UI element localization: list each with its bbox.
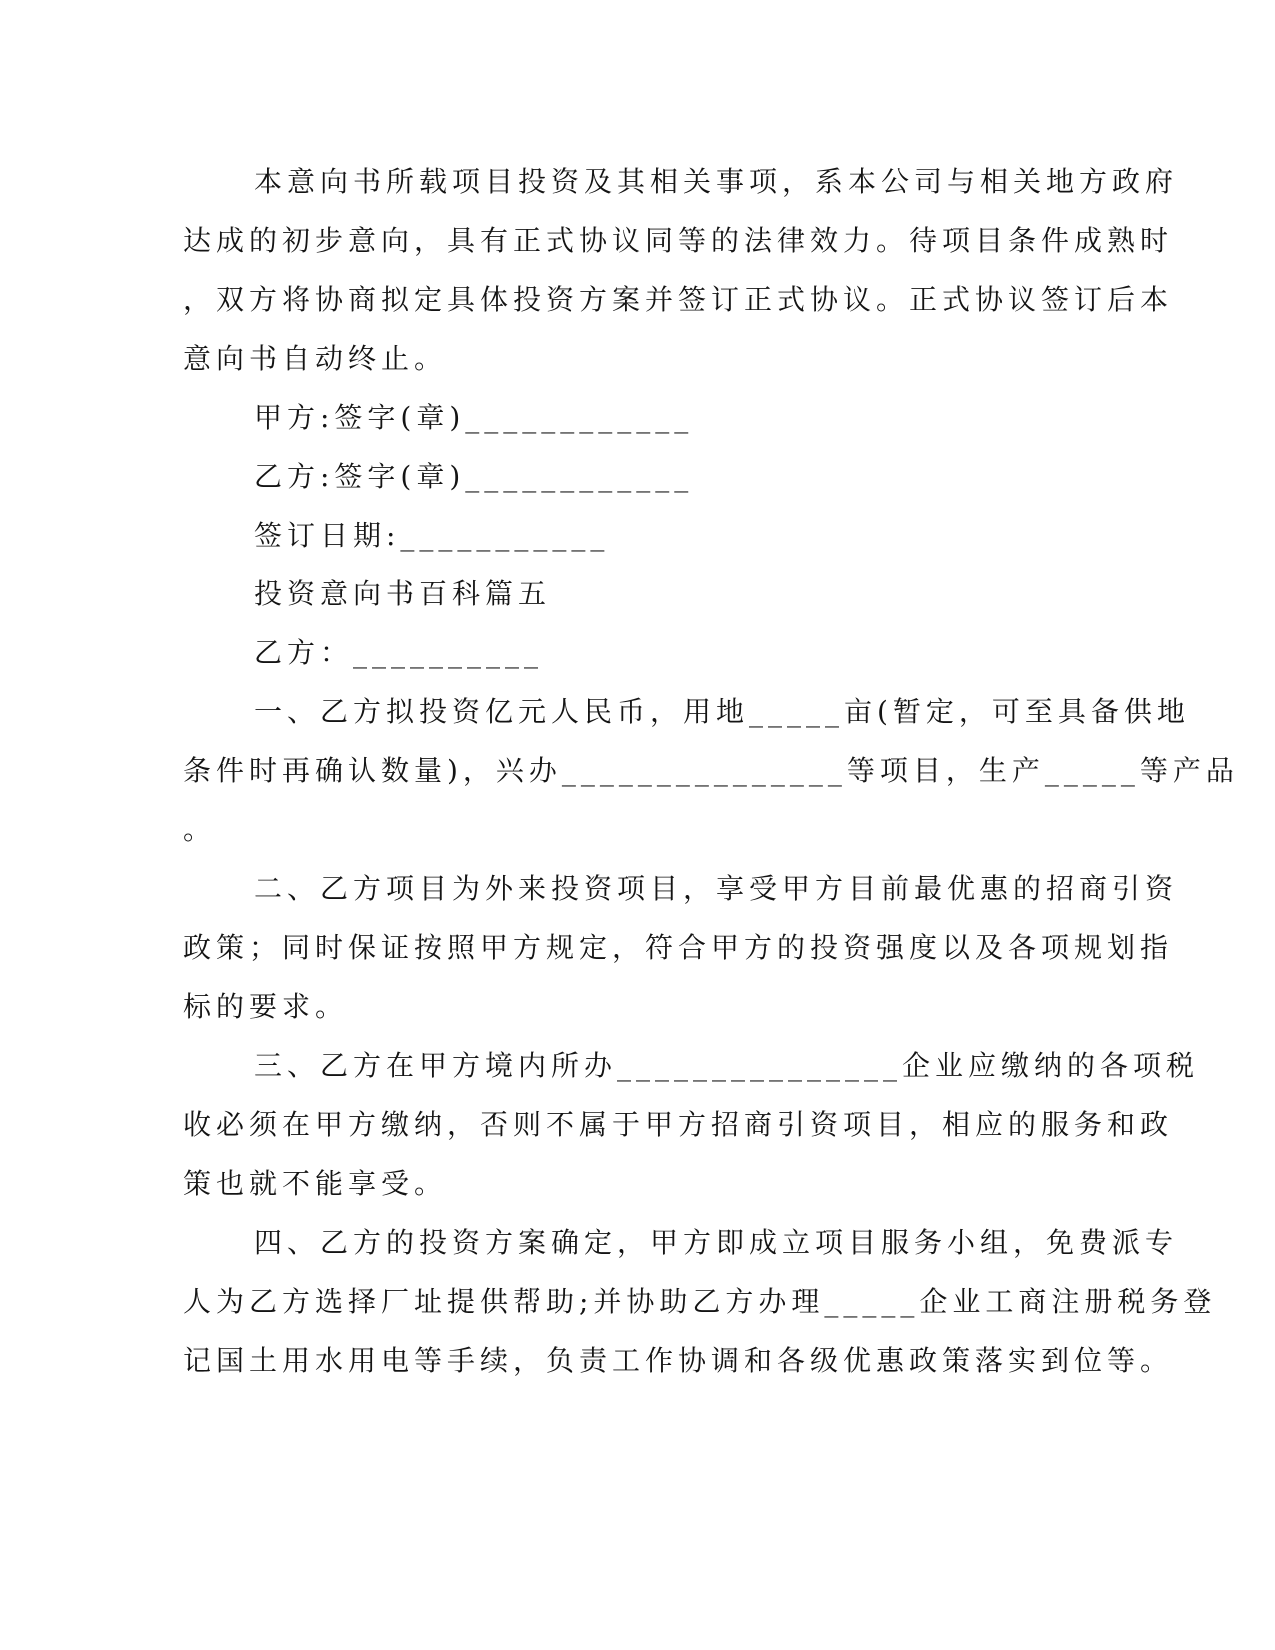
party-a-signature-line: 甲方:签字(章)____________: [254, 401, 694, 434]
paragraph-intent-effect-line-2: 达成的初步意向，具有正式协议同等的法律效力。待项目条件成熟时: [183, 224, 1174, 257]
clause-4-line-1: 四、乙方的投资方案确定，甲方即成立项目服务小组，免费派专: [254, 1226, 1179, 1259]
clause-2-line-3: 标的要求。: [183, 990, 349, 1023]
paragraph-intent-effect-line-1: 本意向书所载项目投资及其相关事项，系本公司与相关地方政府: [254, 165, 1179, 198]
clause-4-line-3: 记国土用水用电等手续，负责工作协调和各级优惠政策落实到位等。: [183, 1344, 1174, 1377]
clause-1-line-1: 一、乙方拟投资亿元人民币，用地_____亩(暂定，可至具备供地: [254, 695, 1190, 728]
clause-1-line-2: 条件时再确认数量)，兴办_______________等项目，生产_____等产品: [183, 754, 1239, 787]
signing-date-line: 签订日期:___________: [254, 519, 610, 552]
section-heading: 投资意向书百科篇五: [254, 577, 552, 610]
clause-3-line-1: 三、乙方在甲方境内所办_______________企业应缴纳的各项税: [254, 1049, 1200, 1082]
clause-3-line-3: 策也就不能享受。: [183, 1167, 448, 1200]
clause-4-line-2: 人为乙方选择厂址提供帮助;并协助乙方办理_____企业工商注册税务登: [183, 1285, 1217, 1318]
party-b-name-line: 乙方：__________: [254, 636, 544, 669]
clause-1-line-3: 。: [183, 813, 217, 846]
clause-2-line-1: 二、乙方项目为外来投资项目，享受甲方目前最优惠的招商引资: [254, 872, 1179, 905]
party-b-signature-line: 乙方:签字(章)____________: [254, 460, 694, 493]
clause-2-line-2: 政策；同时保证按照甲方规定，符合甲方的投资强度以及各项规划指: [183, 931, 1174, 964]
clause-3-line-2: 收必须在甲方缴纳，否则不属于甲方招商引资项目，相应的服务和政: [183, 1108, 1174, 1141]
paragraph-intent-effect-line-4: 意向书自动终止。: [183, 342, 448, 375]
paragraph-intent-effect-line-3: ，双方将协商拟定具体投资方案并签订正式协议。正式协议签订后本: [183, 283, 1174, 316]
